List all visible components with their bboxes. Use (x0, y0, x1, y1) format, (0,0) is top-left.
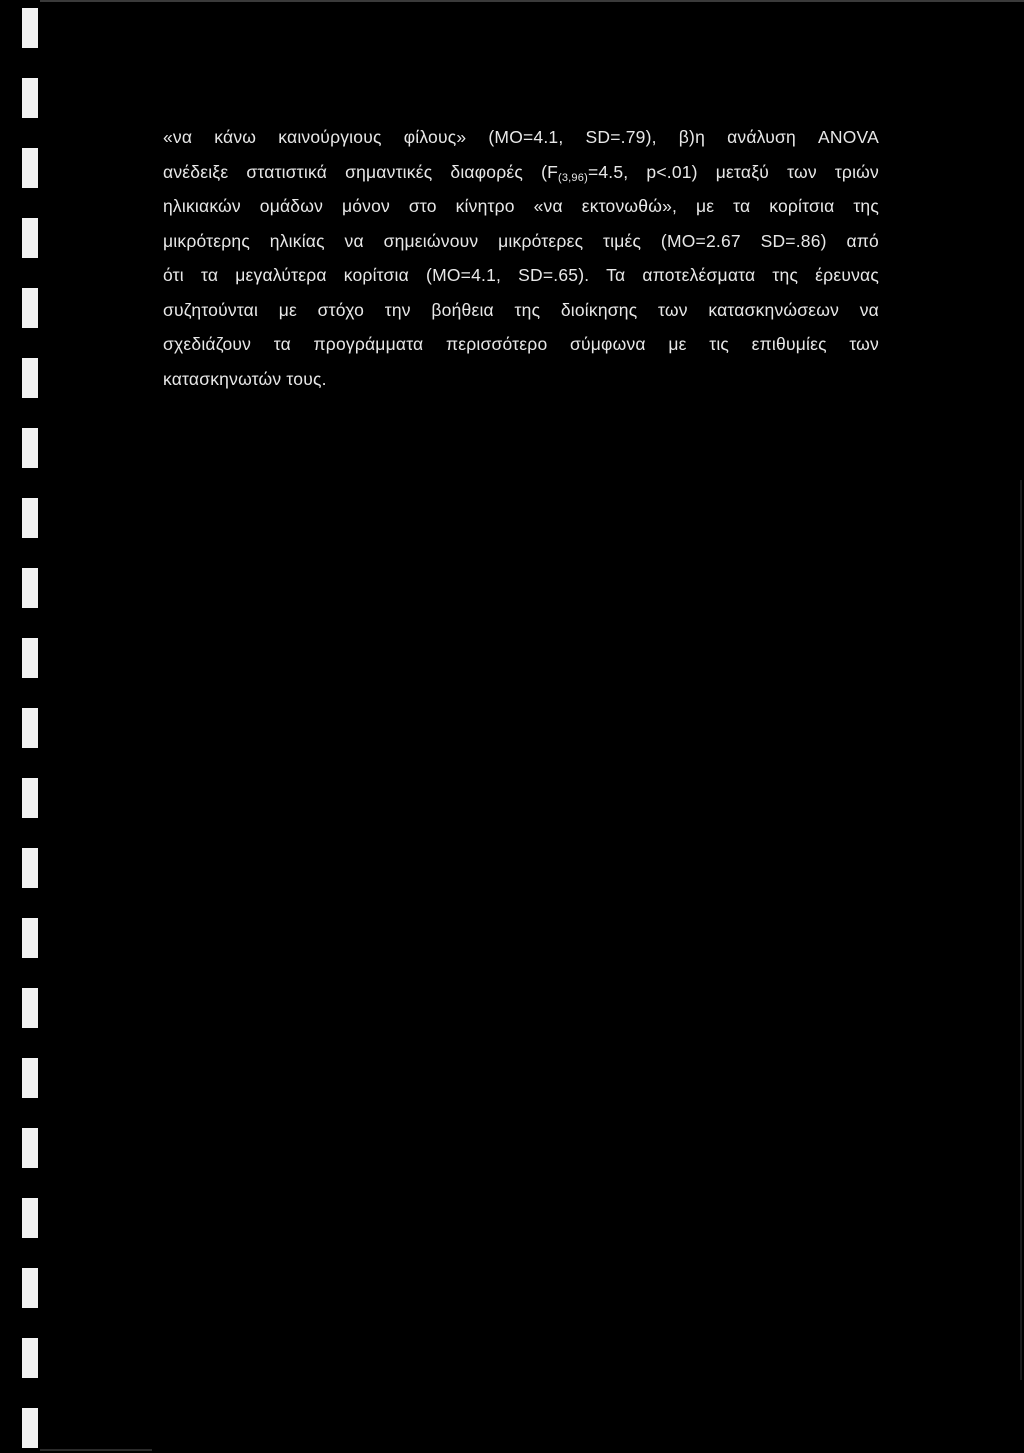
line-text: =4.5, p<.01) μεταξύ των τριών (587, 161, 879, 182)
body-paragraph (163, 120, 879, 396)
perforation-mark (22, 988, 38, 1028)
page-top-edge (40, 0, 1024, 2)
paragraph-line: συζητούνται με στόχο την βοήθεια της διοίκησης των κατασκηνώσεων να (163, 299, 879, 320)
paragraph-line: σχεδιάζουν τα προγράμματα περισσότερο σύμφωνα με τις επιθυμίες των (163, 334, 879, 354)
perforation-mark (22, 8, 38, 48)
film-perforation-strip (22, 0, 38, 1453)
perforation-mark (22, 358, 38, 398)
perforation-mark (22, 1268, 38, 1308)
paragraph-line: ότι τα μεγαλύτερα κορίτσια (ΜΟ=4.1, SD=.65). Τα αποτελέσματα της έρευνας (163, 265, 879, 285)
paragraph-line: κατασκηνωτών τους. (163, 368, 327, 389)
paragraph-line: «να κάνω καινούργιους φίλους» (ΜΟ=4.1, SD=.79), β)η ανάλυση ANOVA (163, 127, 879, 147)
perforation-mark (22, 288, 38, 328)
page-right-edge (1020, 480, 1022, 1380)
paragraph-line: μικρότερης ηλικίας να σημειώνουν μικρότερες τιμές (ΜΟ=2.67 SD=.86) από (163, 230, 879, 251)
perforation-mark (22, 1408, 38, 1448)
perforation-mark (22, 638, 38, 678)
perforation-mark (22, 568, 38, 608)
perforation-mark (22, 1338, 38, 1378)
perforation-mark (22, 428, 38, 468)
perforation-mark (22, 148, 38, 188)
line-text: ανέδειξε στατιστικά σημαντικές διαφορές (F (163, 161, 558, 182)
perforation-mark (22, 918, 38, 958)
perforation-mark (22, 1198, 38, 1238)
f-statistic-subscript: (3,96) (558, 171, 588, 184)
perforation-mark (22, 218, 38, 258)
perforation-mark (22, 848, 38, 888)
paragraph-line (163, 155, 879, 190)
perforation-mark (22, 778, 38, 818)
perforation-mark (22, 708, 38, 748)
perforation-mark (22, 1058, 38, 1098)
perforation-mark (22, 498, 38, 538)
paragraph-line: ηλικιακών ομάδων μόνον στο κίνητρο «να εκτονωθώ», με τα κορίτσια της (163, 196, 879, 216)
perforation-mark (22, 1128, 38, 1168)
perforation-mark (22, 78, 38, 118)
page-bottom-edge (40, 1449, 152, 1451)
